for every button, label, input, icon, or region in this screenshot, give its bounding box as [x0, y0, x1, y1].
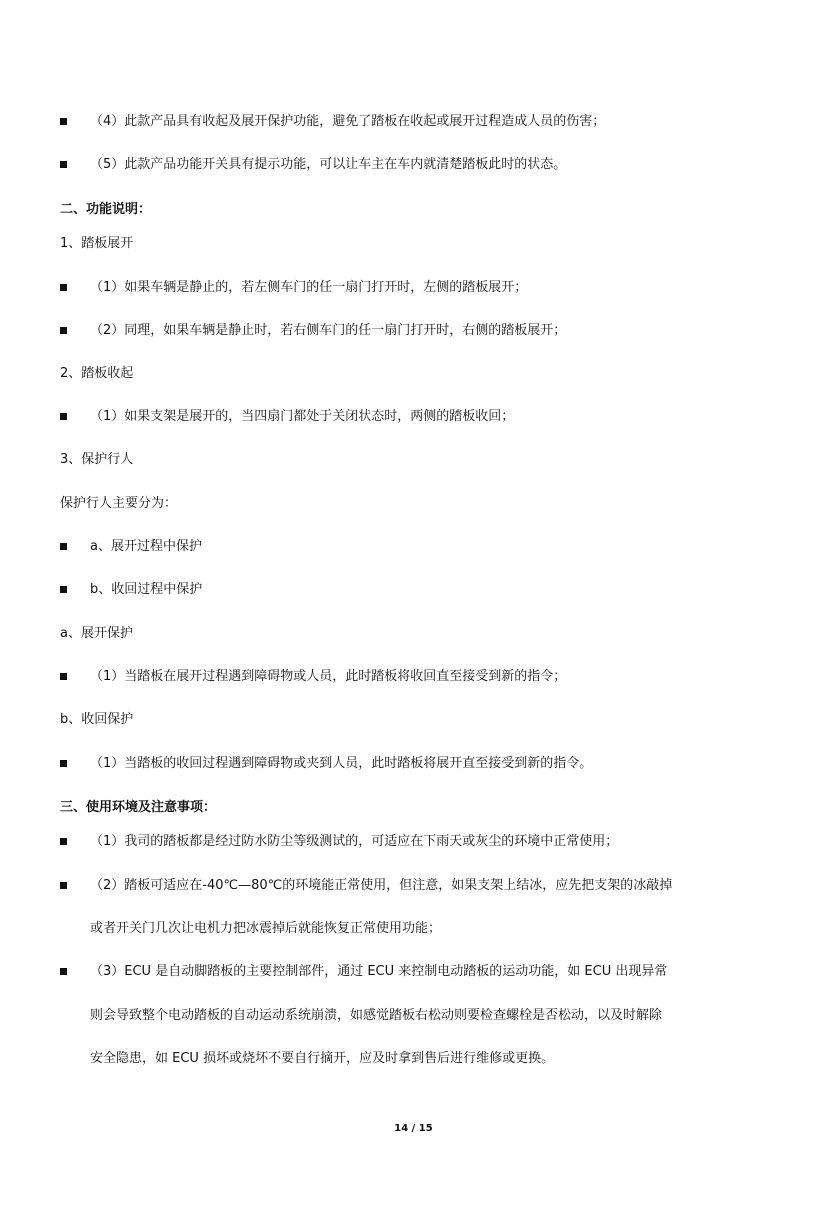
bullet-item: （4）此款产品具有收起及展开保护功能，避免了踏板在收起或展开过程造成人员的伤害；	[60, 113, 605, 131]
subsection-title: b、收回保护	[60, 712, 134, 727]
bullet-square-icon	[60, 673, 67, 680]
bullet-continuation: 或者开关门几次让电机力把冰震掉后就能恢复正常使用功能；	[90, 921, 442, 936]
bullet-continuation: 则会导致整个电动踏板的自动运动系统崩溃，如感觉踏板右松动则要检查螺栓是否松动，以及时解除	[90, 1008, 663, 1023]
bullet-square-icon	[60, 284, 67, 291]
bullet-item: （3）ECU 是自动脚踏板的主要控制部件，通过 ECU 来控制电动踏板的运动功能，如 ECU 出现异常	[60, 963, 667, 981]
subsection-title: 3、保护行人	[60, 452, 134, 467]
bullet-item: （5）此款产品功能开关具有提示功能，可以让车主在车内就清楚踏板此时的状态。	[60, 156, 566, 174]
bullet-item: a、展开过程中保护	[60, 538, 202, 556]
bullet-continuation: 安全隐患，如 ECU 损坏或烧坏不要自行摘开，应及时拿到售后进行维修或更换。	[90, 1051, 555, 1066]
section-heading: 二、功能说明：	[60, 202, 152, 217]
bullet-item: （1）如果车辆是静止的，若左侧车门的任一扇门打开时，左侧的踏板展开；	[60, 279, 527, 297]
subsection-title: 2、踏板收起	[60, 366, 134, 381]
bullet-square-icon	[60, 968, 67, 975]
bullet-square-icon	[60, 161, 67, 168]
bullet-item: （1）当踏板的收回过程遇到障碍物或夹到人员，此时踏板将展开直至接受到新的指令。	[60, 755, 592, 773]
bullet-item: （1）如果支架是展开的，当四扇门都处于关闭状态时，两侧的踏板收回；	[60, 408, 514, 426]
bullet-item: （2）同理，如果车辆是静止时，若右侧车门的任一扇门打开时，右侧的踏板展开；	[60, 322, 566, 340]
subsection-title: a、展开保护	[60, 626, 133, 641]
bullet-square-icon	[60, 760, 67, 767]
bullet-square-icon	[60, 118, 67, 125]
bullet-square-icon	[60, 838, 67, 845]
page-number: 14 / 15	[394, 1123, 433, 1134]
subsection-title: 1、踏板展开	[60, 236, 134, 251]
bullet-square-icon	[60, 543, 67, 550]
bullet-square-icon	[60, 413, 67, 420]
bullet-item: （2）踏板可适应在-40℃—80℃的环境能正常使用，但注意，如果支架上结冰，应先把支架的冰敲掉	[60, 877, 672, 895]
bullet-square-icon	[60, 327, 67, 334]
bullet-item: b、收回过程中保护	[60, 581, 202, 599]
bullet-item: （1）我司的踏板都是经过防水防尘等级测试的，可适应在下雨天或灰尘的环境中正常使用；	[60, 833, 618, 851]
paragraph: 保护行人主要分为：	[60, 496, 178, 511]
bullet-square-icon	[60, 882, 67, 889]
section-heading: 三、使用环境及注意事项：	[60, 800, 217, 815]
bullet-square-icon	[60, 586, 67, 593]
bullet-item: （1）当踏板在展开过程遇到障碍物或人员，此时踏板将收回直至接受到新的指令；	[60, 668, 566, 686]
